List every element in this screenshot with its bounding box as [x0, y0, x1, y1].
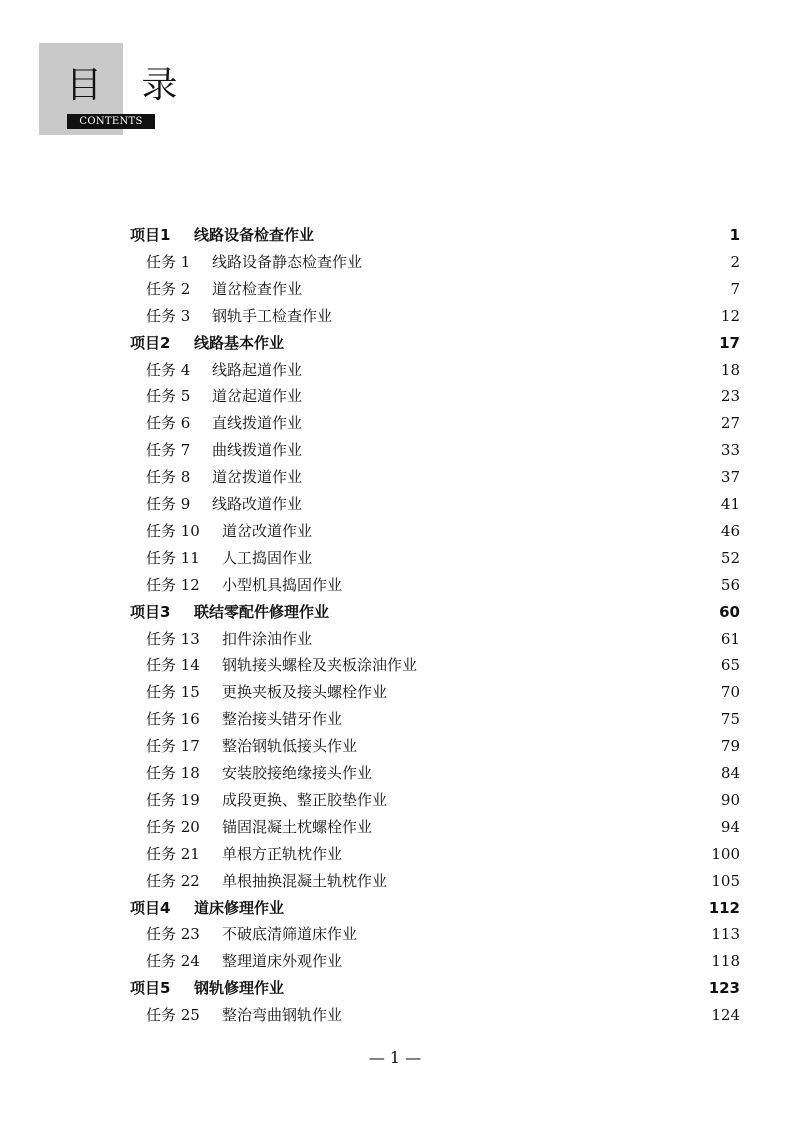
toc-project-entry[interactable] [130, 976, 740, 1000]
task-title: 道岔起道作业 [212, 387, 303, 406]
page-ref: 124 [711, 1006, 740, 1025]
dot-leader [365, 250, 727, 274]
dot-leader [287, 331, 716, 355]
project-number: 项目5 [130, 979, 171, 998]
project-number: 项目2 [130, 333, 171, 352]
dot-leader [390, 788, 718, 812]
dot-leader [345, 1003, 708, 1027]
task-number: 任务 1 [146, 252, 191, 271]
dot-leader [360, 922, 708, 946]
task-title: 钢轨接头螺栓及夹板涂油作业 [222, 656, 418, 675]
dot-leader [305, 438, 718, 462]
toc-task-entry[interactable] [146, 869, 740, 893]
dot-leader [345, 842, 708, 866]
page-ref: 46 [720, 521, 740, 540]
task-title: 小型机具捣固作业 [222, 575, 343, 594]
page-title: 目 录 [66, 65, 192, 106]
task-number: 任务 6 [146, 414, 191, 433]
page-ref: 17 [719, 333, 740, 352]
dot-leader [305, 384, 718, 408]
dot-leader [315, 519, 718, 543]
page-ref: 61 [720, 629, 740, 648]
dot-leader [390, 680, 718, 704]
page-ref: 112 [708, 898, 740, 917]
task-title: 人工捣固作业 [222, 548, 313, 567]
task-number: 任务 19 [146, 790, 200, 809]
page-ref: 70 [720, 683, 740, 702]
task-number: 任务 7 [146, 441, 191, 460]
page-ref: 60 [719, 602, 740, 621]
dot-leader [315, 627, 718, 651]
dot-leader [317, 223, 727, 247]
toc-task-entry[interactable] [146, 842, 740, 866]
task-number: 任务 16 [146, 710, 200, 729]
page-number: — 1 — [368, 1048, 422, 1067]
task-number: 任务 3 [146, 306, 191, 325]
toc-project-entry[interactable] [130, 331, 740, 355]
toc-task-entry[interactable] [146, 680, 740, 704]
page-ref: 52 [720, 548, 740, 567]
toc-task-entry[interactable] [146, 277, 740, 301]
dot-leader [345, 573, 718, 597]
task-number: 任务 20 [146, 817, 200, 836]
page-ref: 56 [720, 575, 740, 594]
task-title: 线路设备静态检查作业 [212, 252, 363, 271]
page-ref: 12 [720, 306, 740, 325]
page-ref: 65 [720, 656, 740, 675]
toc-task-entry[interactable] [146, 411, 740, 435]
page-ref: 90 [720, 790, 740, 809]
page-ref: 2 [730, 252, 740, 271]
task-number: 任务 10 [146, 521, 200, 540]
project-title: 道床修理作业 [194, 898, 285, 917]
dot-leader [287, 976, 706, 1000]
task-number: 任务 15 [146, 683, 200, 702]
task-number: 任务 21 [146, 844, 200, 863]
page-ref: 33 [720, 441, 740, 460]
toc-task-entry[interactable] [146, 1003, 740, 1027]
task-title: 道岔拨道作业 [212, 468, 303, 487]
task-title: 整治钢轨低接头作业 [222, 737, 358, 756]
dot-leader [360, 734, 718, 758]
task-title: 线路起道作业 [212, 360, 303, 379]
toc-task-entry[interactable] [146, 384, 740, 408]
task-number: 任务 24 [146, 952, 200, 971]
toc-task-entry[interactable] [146, 250, 740, 274]
task-title: 整治弯曲钢轨作业 [222, 1006, 343, 1025]
project-number: 项目1 [130, 226, 171, 244]
dot-leader [332, 600, 716, 624]
task-number: 任务 17 [146, 737, 200, 756]
task-title: 整理道床外观作业 [222, 952, 343, 971]
dot-leader [315, 546, 718, 570]
task-number: 任务 23 [146, 925, 200, 944]
dot-leader [287, 896, 706, 920]
task-title: 线路改道作业 [212, 495, 303, 513]
task-number: 任务 4 [146, 360, 191, 379]
page-ref: 84 [720, 764, 740, 782]
task-title: 安装胶接绝缘接头作业 [222, 764, 373, 782]
toc-task-entry[interactable] [146, 734, 740, 758]
page-ref: 105 [711, 871, 740, 890]
task-number: 任务 13 [146, 629, 200, 648]
dot-leader [420, 653, 718, 677]
toc-task-entry[interactable] [146, 949, 740, 973]
task-number: 任务 14 [146, 656, 200, 675]
task-title: 成段更换、整正胶垫作业 [222, 790, 388, 809]
project-title: 联结零配件修理作业 [194, 602, 330, 621]
page-ref: 1 [729, 226, 740, 244]
toc-task-entry[interactable] [146, 653, 740, 677]
project-title: 线路基本作业 [194, 333, 285, 352]
toc-task-entry[interactable] [146, 358, 740, 382]
dot-leader [305, 492, 718, 516]
page-ref: 94 [720, 817, 740, 836]
toc-task-entry[interactable] [146, 304, 740, 328]
dot-leader [335, 304, 718, 328]
toc-task-entry[interactable] [146, 519, 740, 543]
dot-leader [375, 761, 718, 785]
task-title: 道岔检查作业 [212, 279, 303, 298]
page-ref: 41 [720, 495, 740, 513]
contents-label: CONTENTS [79, 116, 143, 127]
task-number: 任务 25 [146, 1006, 200, 1025]
task-title: 整治接头错牙作业 [222, 710, 343, 729]
dot-leader [305, 465, 718, 489]
task-title: 不破底清筛道床作业 [222, 925, 358, 944]
task-number: 任务 8 [146, 468, 191, 487]
task-title: 扣件涂油作业 [222, 629, 313, 648]
toc-task-entry[interactable] [146, 761, 740, 785]
project-number: 项目4 [130, 898, 171, 917]
task-title: 单根方正轨枕作业 [222, 844, 343, 863]
toc-task-entry[interactable] [146, 573, 740, 597]
page-ref: 37 [720, 468, 740, 487]
page-ref: 113 [711, 925, 740, 944]
toc-task-entry[interactable] [146, 815, 740, 839]
page-ref: 79 [720, 737, 740, 756]
task-number: 任务 11 [146, 548, 200, 567]
task-title: 钢轨手工检查作业 [212, 306, 333, 325]
toc-project-entry[interactable] [130, 600, 740, 624]
page-ref: 75 [720, 710, 740, 729]
dot-leader [345, 707, 718, 731]
toc-task-entry[interactable] [146, 707, 740, 731]
page-ref: 123 [708, 979, 740, 998]
task-number: 任务 22 [146, 871, 200, 890]
toc-task-entry[interactable] [146, 492, 740, 516]
dot-leader [305, 358, 718, 382]
project-title: 线路设备检查作业 [194, 226, 315, 244]
project-number: 项目3 [130, 602, 171, 621]
dot-leader [375, 815, 718, 839]
dot-leader [305, 277, 727, 301]
task-title: 直线拨道作业 [212, 414, 303, 433]
task-number: 任务 5 [146, 387, 191, 406]
dot-leader [345, 949, 708, 973]
toc-task-entry[interactable] [146, 465, 740, 489]
page-ref: 7 [730, 279, 740, 298]
task-title: 曲线拨道作业 [212, 441, 303, 460]
task-title: 单根抽换混凝土轨枕作业 [222, 871, 388, 890]
task-title: 锚固混凝土枕螺栓作业 [222, 817, 373, 836]
task-title: 道岔改道作业 [222, 521, 313, 540]
toc-task-entry[interactable] [146, 438, 740, 462]
task-number: 任务 18 [146, 764, 200, 782]
toc-project-entry[interactable] [130, 896, 740, 920]
task-number: 任务 12 [146, 575, 200, 594]
dot-leader [305, 411, 718, 435]
page-ref: 118 [711, 952, 740, 971]
toc-task-entry[interactable] [146, 627, 740, 651]
page-ref: 27 [720, 414, 740, 433]
project-title: 钢轨修理作业 [194, 979, 285, 998]
task-number: 任务 2 [146, 279, 191, 298]
task-number: 任务 9 [146, 495, 191, 513]
toc-task-entry[interactable] [146, 788, 740, 812]
page-ref: 100 [711, 844, 740, 863]
toc-task-entry[interactable] [146, 922, 740, 946]
toc-task-entry[interactable] [146, 546, 740, 570]
page-ref: 18 [720, 360, 740, 379]
task-title: 更换夹板及接头螺栓作业 [222, 683, 388, 702]
toc-project-entry[interactable] [130, 223, 740, 247]
page-ref: 23 [720, 387, 740, 406]
dot-leader [390, 869, 708, 893]
